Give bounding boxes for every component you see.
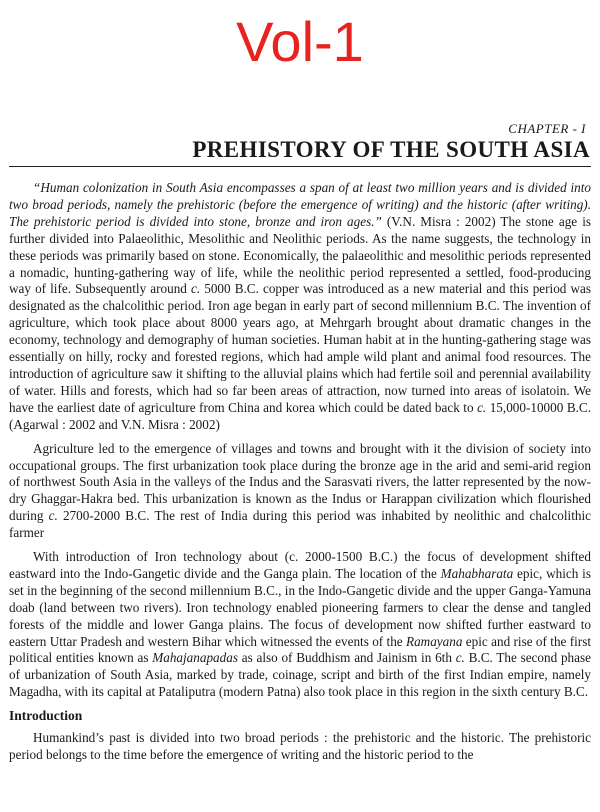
chapter-body xyxy=(9,180,591,764)
section-heading-introduction: Introduction xyxy=(9,708,83,724)
opening-quote: “Human colonization in South Asia encompasses a span of at least two million years and is divided into two broad periods, namely the prehistoric (before the emergence of writing) and the historic (after writing). The prehistoric period is divided into stone, bronze and iron ages.” xyxy=(9,180,591,229)
chapter-title: PREHISTORY OF THE SOUTH ASIA xyxy=(192,137,590,162)
paragraph-3: With introduction of Iron technology about (c. 2000-1500 B.C.) the focus of development shifted eastward into the Indo-Gangetic divide and the Ganga plain. The location of the Mahabharata epic, which is set in the beginning of the second millennium B.C., in the Indo-Gangetic divide and the upper Ganga-Yamuna doab (land between two rivers). Iron technology enabled pioneering farmers to clear the dense and tangled forests of the middle and lower Ganga plains. The focus of development now shifted further eastward to eastern Uttar Pradesh and western Bihar which witnessed the events of the Ramayana epic and rise of the first political entities known as Mahajanapadas as also of Buddhism and Jainism in 6th c. B.C. The second phase of urbanization of South Asia, marked by trade, coinage, script and birth of the first Indian empire, namely Magadha, with its capital at Pataliputra (modern Patna) also took place in this region in the sixth century B.C. xyxy=(9,549,591,700)
chapter-number: CHAPTER - I xyxy=(508,121,586,136)
volume-label: Vol-1 xyxy=(236,10,364,73)
paragraph-4: Humankind’s past is divided into two broad periods : the prehistoric and the historic. The prehistoric period belongs to the time before the emergence of writing and the historic period to the xyxy=(9,730,591,762)
title-rule xyxy=(9,166,591,167)
paragraph-2: Agriculture led to the emergence of villages and towns and brought with it the division of society into occupational groups. The first urbanization took place during the bronze age in the arid and semi-arid region of northwest South Asia in the valleys of the Indus and the Sarasvati rivers, the latter represented by the now-dry Ghaggar-Hakra bed. This urbanization is known as the Indus or Harappan civilization which flourished during c. 2700-2000 B.C. The rest of India during this period was inhabited by neolithic and chalcolithic farmer xyxy=(9,440,591,541)
paragraph-1: “Human colonization in South Asia encompasses a span of at least two million years and is divided into two broad periods, namely the prehistoric (before the emergence of writing) and the historic (after writing). The prehistoric period is divided into stone, bronze and iron ages.” (V.N. Misra : 2002) The stone age is further divided into Palaeolithic, Mesolithic and Neolithic periods. As the name suggests, the technology in these periods was primarily based on stone. Economically, the palaeolithic and mesolithic periods represented a nomadic, hunting-gathering way of life, while the neolithic period represented a settled, food-producing way of life. Subsequently around c. 5000 B.C. copper was introduced as a new material and this period was designated as the chalcolithic period. Iron age began in early part of second millennium B.C. The invention of agriculture, which took place about 8000 years ago, at Mehrgarh brought about dramatic changes in the economy, technology and demography of human societies. Human habit at in the hunting-gathering stage was essentially on hilly, rocky and forested regions, which had ample wild plant and animal food resources. The introduction of agriculture saw it shifting to the alluvial plains which had fertile soil and perennial availability of water. Hills and forests, which had so far been areas of attraction, now turned into areas of isolatoin. We have the earliest date of agriculture from China and korea which could be dated back to c. 15,000-10000 B.C. (Agarwal : 2002 and V.N. Misra : 2002) xyxy=(9,180,592,432)
